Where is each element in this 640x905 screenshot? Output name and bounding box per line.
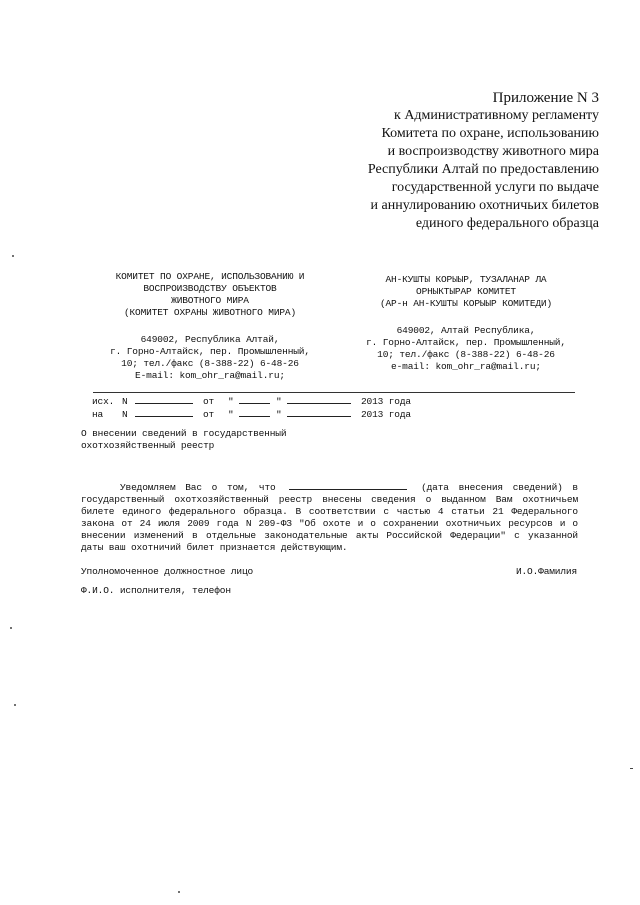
reference-prefix: исх. [92,396,115,407]
reference-number-blank [135,406,193,417]
closing-quote: " [276,409,282,420]
outgoing-reference-row [92,393,412,406]
organization-name-line: ОРНЫКТЫРАР КОМИТЕТ [416,286,516,297]
address-line: 10; тел./факс (8-388-22) 6-48-26 [377,349,555,360]
date-entry-blank [289,479,407,490]
subject-line: охотхозяйственный реестр [81,440,215,451]
year-text: 2013 года [361,409,411,420]
opening-quote: " [228,409,234,420]
address-line: 649002, Республика Алтай, [140,334,280,345]
scan-dust-mark [12,255,14,257]
scan-dust-mark [630,768,633,769]
scan-dust-mark [10,627,12,629]
annex-heading [334,89,599,233]
organization-name-line: АН-КУШТЫ КОРЫЫР, ТУЗАЛАНАР ЛА [385,274,547,285]
address-line: г. Горно-Алтайск, пер. Промышленный, [366,337,566,348]
reference-number-blank [135,393,193,404]
opening-quote: " [228,396,234,407]
subject-line: О внесении сведений в государственный [81,428,287,439]
from-word: от [203,396,215,407]
scan-dust-mark [14,704,16,706]
organization-address [81,334,339,382]
annex-line: государственной услуги по выдаче [391,180,599,195]
letterhead-right [337,274,595,373]
notification-body [81,479,578,554]
annex-line: Приложение N 3 [492,90,599,106]
organization-name-line: ЖИВОТНОГО МИРА [171,295,249,306]
annex-line: и аннулированию охотничьих билетов [370,198,599,213]
day-blank [239,393,270,404]
organization-name-line: ВОСПРОИЗВОДСТВУ ОБЪЕКТОВ [143,283,277,294]
address-line: 649002, Алтай Республика, [396,325,536,336]
closing-quote: " [276,396,282,407]
organization-address [337,325,595,373]
annex-line: Республики Алтай по предоставлению [367,162,599,177]
outgoing-reference-block [92,393,412,419]
from-word: от [203,409,215,420]
email-line: E-mail: kom_ohr_ra@mail.ru; [135,370,285,381]
annex-line: единого федерального образца [415,216,599,231]
executor-contact-line: Ф.И.О. исполнителя, телефон [81,585,231,596]
organization-name-line: КОМИТЕТ ПО ОХРАНЕ, ИСПОЛЬЗОВАНИЮ И [115,271,305,282]
official-signature-row [81,566,577,580]
number-sign: N [122,396,128,407]
email-line: e-mail: kom_ohr_ra@mail.ru; [391,361,541,372]
body-main-text: (дата внесения сведений) в государственный охотхозяйственный реестр внесены сведения о выданном Вам охотничьем билете единого федерального образца. В соответствии с частью 4 статьи 21 Федерального закона от 24 июля 2009 года N 209-ФЗ "Об охоте и о сохранении охотничьих ресурсов и о внесении изменений в отдельные законодательные акты Российской Федерации" с указанной даты ваш охотничий билет признается действующим. [81,481,578,553]
official-name: И.О.Фамилия [515,566,577,577]
month-blank [287,406,351,417]
number-sign: N [122,409,128,420]
official-label: Уполномоченное должностное лицо [81,566,254,577]
subject-heading [81,428,381,452]
annex-line: Комитета по охране, использованию [381,126,599,141]
annex-line: и воспроизводству животного мира [387,144,599,159]
letterhead-left [81,271,339,382]
reference-prefix: на [92,409,104,420]
year-text: 2013 года [361,396,411,407]
address-line: 10; тел./факс (8-388-22) 6-48-26 [121,358,299,369]
month-blank [287,393,351,404]
organization-name-line: (АР-н АН-КУШТЫ КОРЫЫР КОМИТЕДИ) [379,298,553,309]
address-line: г. Горно-Алтайск, пер. Промышленный, [110,346,310,357]
body-opening-text: Уведомляем Вас о том, что [120,481,276,493]
annex-line: к Административному регламенту [394,108,599,123]
organization-name-line: (КОМИТЕТ ОХРАНЫ ЖИВОТНОГО МИРА) [123,307,297,318]
scan-dust-mark [178,891,180,893]
day-blank [239,406,270,417]
